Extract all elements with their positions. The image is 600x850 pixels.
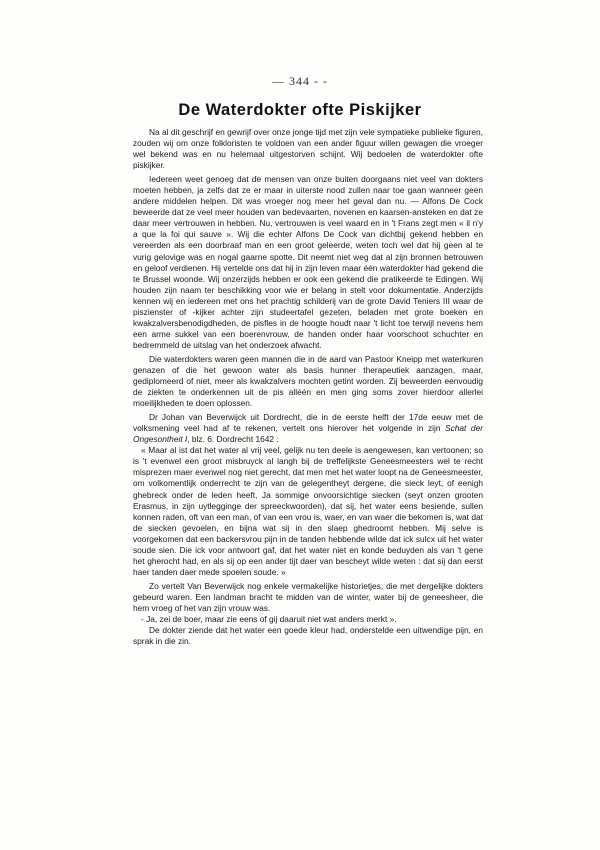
page-number: — 344 - - <box>272 74 328 88</box>
paragraph: Die waterdokters waren geen mannen die in de aard van Pastoor Kneipp met waterkuren genazen of die het gewoon water als basis hunner therapeutiek aanzagen, maar, gediplomeerd of niet, meer als kwakzalvers mochten getint worden. Zij beweerden eenvoudig de ziekten te onderkennen uit de pis alléén en men ging soms zover hierdoor allerlei moeilijkheden te doen oplossen. <box>133 353 483 409</box>
quotation: « Maar al ist dat het water al vrij veel, gelijk nu ten deele is aengewesen, kan vertoonen; so is 't evenwel een groot misbruyck al langh bij de treffelijkste Geneesmeesters wel te recht misprezen maer evenwel nog niet gerecht, dat men met het water loopt na de Geneesmeester, om volkomentlijk onderrecht te zijn van de gelegentheyt dergene, die sieck leyt, of eenigh ghebreck onder de leden heeft, Ja sommige onvoorsichtige siecken (seyt onzen grooten Erasmus, in zijn uytlegginge der spreeckwoorden), dat sij, het water eens besiende, sullen konnen raden, oft van een man, of van een vrou is, waer, en van waer die bekomen is, wat dat de siecken gevoelen, en bijna wat sij in den slaep ghedroomt hebben. Mij selve is voorgekomen dat een backersvrou pijn in de tanden hebbende wilde dat ick sulcx uit het water soude sien. Die ick voor antwoort gaf, dat het water niet en konde beduyden als van 't gene het gherocht had, en als sij op een ander tijt daer van bescheyt wilde weten : dat sij dan eerst haer tanden daer mede spoelen soude. » <box>133 445 483 577</box>
paragraph: Na al dit geschrijf en gewrijf over onze jonge tijd met zijn vele sympatieke publieke figuren, zouden wij om onze folkloristen te voldoen van een ander figuur willen gewagen die vroeger wel bekend was en nu helemaal uitgestorven schijnt. Wij bedoelen de waterdokter ofte piskijker. <box>133 127 483 171</box>
dialogue-line: - Ja, zei de boer, maar zie eens of gij daaruit niet wat anders merkt ». <box>141 614 397 625</box>
paragraph: De dokter ziende dat het water een goede kleur had, onderstelde een uitwendige pijn, en sprak in die zin. <box>133 625 483 647</box>
paragraph <box>133 412 483 445</box>
paragraph-text: Dr Johan van Beverwijck uit Dordrecht, die in de eerste helft der 17de eeuw met de volksmening veel had af te rekenen, vertelt ons hierover het volgende in zijn <box>133 412 483 434</box>
article-title: De Waterdokter ofte Piskijker <box>178 101 422 119</box>
article-body <box>133 127 483 647</box>
paragraph: Iedereen weet genoeg dat de mensen van onze buiten doorgaans niet veel van dokters moeten hebben, ja zelfs dat ze er maar in uiterste nood zullen naar toe gaan wanneer geen andere middelen helpen. Dit was vroeger nog meer het geval dan nu. — Alfons De Cock beweerde dat ze veel meer houden van bedevaarten, novenen en kaarsen-ansteken en dat ze daar meer vertrouwen in hebben. Nu, vertrouwen is veel waard en in 't Frans zegt men « il n'y a que la foi qui sauve ». Wij die echter Alfons De Cock van dichtbij gekend hebben en vereerden als een doorbraaf man en een groot geleerde, weten toch wel dat hij geen al te vurig gelovige was en nogal gaarne spotte. Dit neemt niet weg dat al zijn bronnen betrouwen en geloof verdienen. Hij vertelde ons dat hij in zijn leven maar één waterdokter had gekend die te Brussel woonde. Wij onzerzijds hebben er ook een gekend die pratikeerde te Edingen. Wij houden zijn naam ter beschikking voor wie er belang in stelt voor dokumentatie. Anderzijds kennen wij en iedereen met ons het prachtig schilderij van de grote David Teniers III waar de piszienster of -kijker achter zijn studeertafel gezeten, beladen met grote boeken en kwakzalversbenodigdheden, de pisfles in de hoogte houdt naar 't licht toe terwijl nevens hem een arme sukkel van een boerenvrouw, de handen onder haar voorschoot schuchter en bedremmeld de uitslag van het onderzoek afwacht. <box>133 174 483 350</box>
book-title: Schat der Ongesontheit I <box>133 423 483 445</box>
paragraph: Zo vertelt Van Beverwijck nog enkele vermakelijke historietjes, die met dergelijke dokters gebeurd waren. Een landman bracht te midden van de winter, water bij de geneesheer, die hem vroeg of het van zijn vrouw was. <box>133 580 483 613</box>
paragraph-text: , blz. 6. Dordrecht 1642 : <box>187 434 279 445</box>
